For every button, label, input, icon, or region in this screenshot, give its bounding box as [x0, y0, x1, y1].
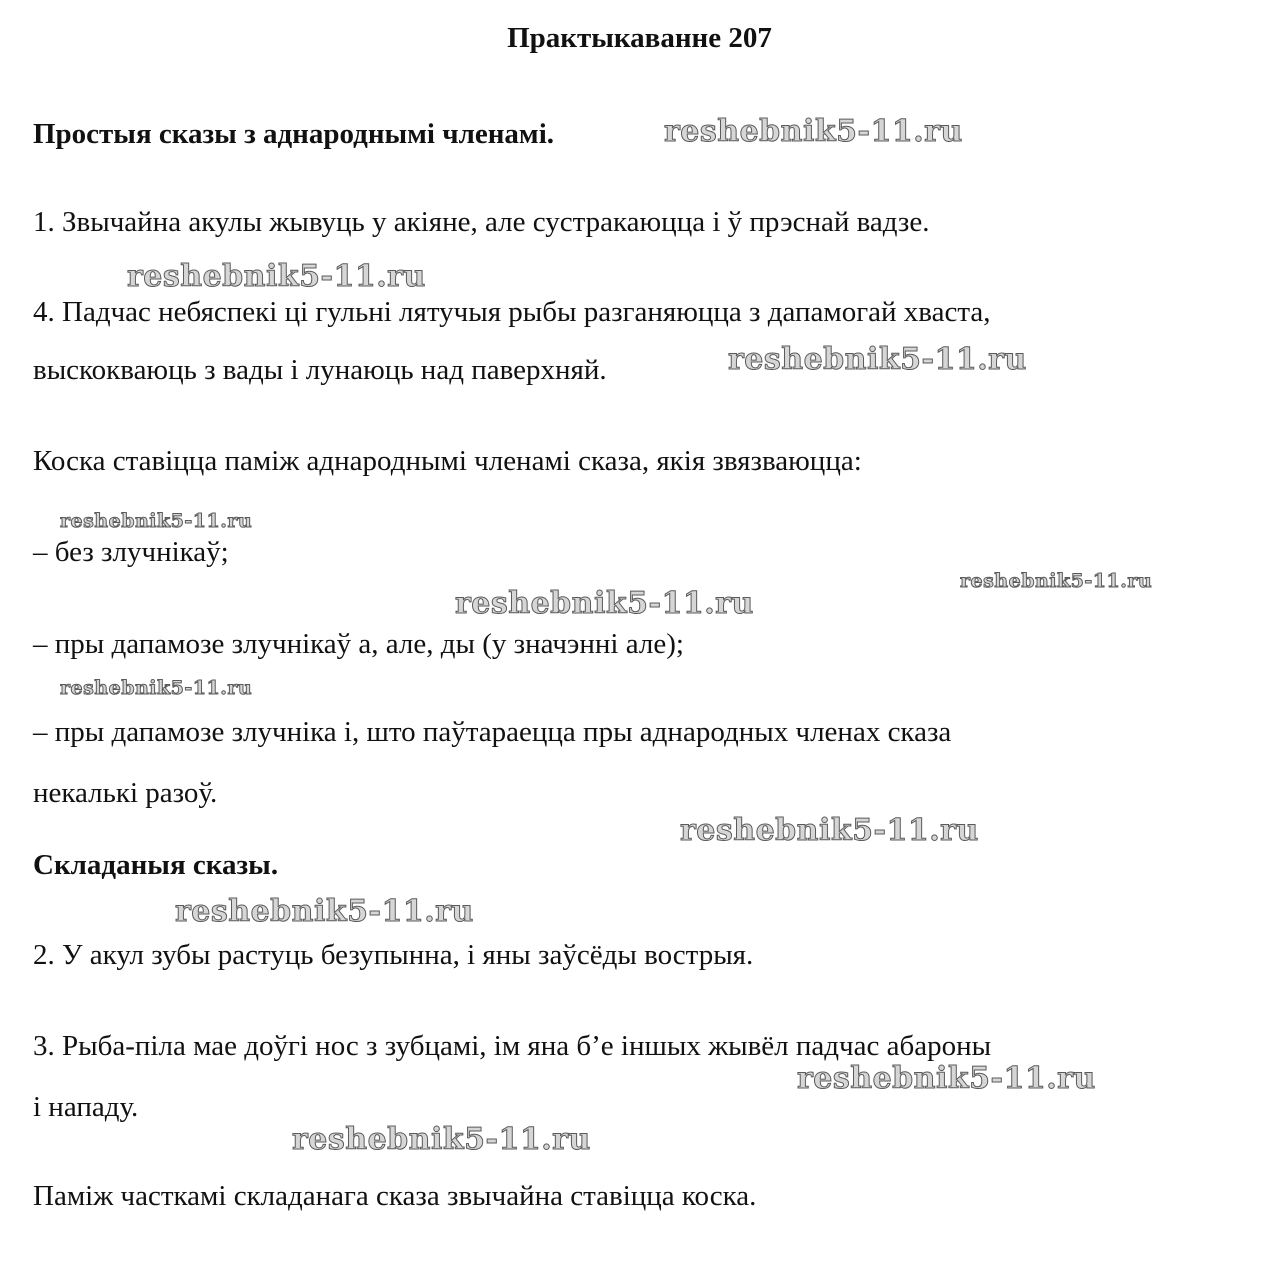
watermark: reshebnik5-11.ru — [60, 677, 253, 699]
comma-rule-item-2: – пры дапамозе злучнікаў а, але, ды (у значэнні але); — [33, 628, 684, 660]
sentence-4-line-1: 4. Падчас небяспекі ці гульні лятучыя рыбы разганяюцца з дапамогай хваста, — [33, 296, 991, 328]
watermark: reshebnik5-11.ru — [664, 114, 963, 149]
complex-sentence-rule: Паміж часткамі складанага сказа звычайна ставіцца коска. — [33, 1180, 757, 1212]
watermark: reshebnik5-11.ru — [175, 894, 474, 929]
watermark: reshebnik5-11.ru — [292, 1122, 591, 1157]
watermark: reshebnik5-11.ru — [960, 570, 1153, 592]
comma-rule-item-3-line-1: – пры дапамозе злучніка і, што паўтараецца пры аднародных членах сказа — [33, 716, 952, 748]
sentence-3-line-1: 3. Рыба-піла мае доўгі нос з зубцамі, ім яна б’е іншых жывёл падчас абароны — [33, 1030, 992, 1062]
watermark: reshebnik5-11.ru — [60, 510, 253, 532]
sentence-3-line-2: і нападу. — [33, 1091, 139, 1123]
sentence-4-line-2: выскокваюць з вады і лунаюць над паверхняй. — [33, 354, 607, 386]
comma-rule-intro: Коска ставіцца паміж аднароднымі членамі сказа, якія звязваюцца: — [33, 445, 862, 477]
sentence-2: 2. У акул зубы растуць безупынна, і яны заўсёды вострыя. — [33, 939, 754, 971]
page-title: Практыкаванне 207 — [507, 22, 772, 54]
watermark: reshebnik5-11.ru — [680, 813, 979, 848]
section-heading-simple-sentences: Простыя сказы з аднароднымі членамі. — [33, 118, 554, 150]
comma-rule-item-3-line-2: некалькі разоў. — [33, 777, 218, 809]
watermark: reshebnik5-11.ru — [797, 1061, 1096, 1096]
watermark: reshebnik5-11.ru — [127, 259, 426, 294]
watermark: reshebnik5-11.ru — [455, 586, 754, 621]
comma-rule-item-1: – без злучнікаў; — [33, 536, 229, 568]
sentence-1: 1. Звычайна акулы жывуць у акіяне, але сустракаюцца і ў прэснай вадзе. — [33, 206, 930, 238]
watermark: reshebnik5-11.ru — [728, 342, 1027, 377]
section-heading-complex-sentences: Складаныя сказы. — [33, 849, 279, 881]
